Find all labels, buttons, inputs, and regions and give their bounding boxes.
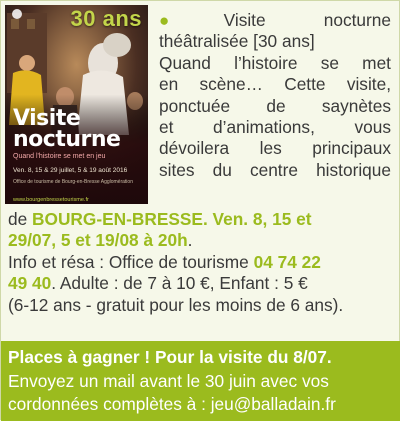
contest-email-link[interactable]: jeu@balladain.fr [210, 394, 336, 414]
article-intro [159, 10, 391, 181]
article-line: ponctuée de saynètes [159, 95, 391, 116]
article-line: Quand l’histoire se met [159, 52, 391, 73]
article-line: théâtralisée [30 ans] [159, 31, 315, 52]
article-line: sites du centre historique [159, 159, 391, 180]
poster-scene-illustration [5, 5, 148, 204]
article-line: et d’animations, vous [159, 116, 391, 137]
poster-anniversary-badge: 30 ans [70, 6, 142, 31]
price-note: (6-12 ans - gratuit pour les moins de 6 ans). [8, 294, 344, 315]
phone-number-part1: 04 74 22 [253, 251, 321, 272]
event-poster [5, 5, 148, 204]
poster-url: www.bourgenbressetourisme.fr [13, 197, 89, 203]
poster-title-line2: nocturne [13, 127, 121, 152]
event-dates-continued: 29/07, 5 et 19/08 à 20h [8, 230, 188, 251]
dates-line: 29/07, 5 et 19/08 à 20h. [8, 230, 193, 251]
contest-headline: Places à gagner ! Pour la visite du 8/07. [8, 347, 332, 367]
article-heading-line: ●Visite nocturne [159, 10, 391, 30]
contest-banner [1, 341, 400, 421]
price-line [8, 273, 394, 294]
prices: . Adulte : de 7 à 10 €, Enfant : 5 € [51, 273, 308, 294]
contest-instructions: Envoyez un mail avant le 30 juin avec vos [8, 371, 329, 391]
poster-dates: Ven. 8, 15 & 29 juillet, 5 & 19 août 2016 [13, 167, 128, 174]
phone-number-part2: 49 40 [8, 273, 52, 294]
article-line: en scène… Cette visite, [159, 74, 391, 95]
contest-contact-line: cordonnées complètes à : jeu@balladain.fr [8, 394, 336, 414]
poster-tagline: Quand l'histoire se met en jeu [13, 153, 106, 160]
poster-title-line1: Visite [13, 106, 81, 131]
article-line: dévoilera les principaux [159, 138, 391, 159]
location-dates-line: de BOURG-EN-BRESSE. Ven. 8, 15 et [8, 209, 312, 229]
poster-organizer: Office de tourisme de Bourg-en-Bresse Agglomération [13, 179, 133, 185]
info-line: Info et résa : Office de tourisme 04 74 22 [8, 251, 321, 272]
city-name: BOURG-EN-BRESSE [32, 209, 203, 229]
article-details [8, 209, 394, 316]
bullet-icon: ● [159, 11, 223, 30]
event-dates: . Ven. 8, 15 et [202, 209, 312, 229]
